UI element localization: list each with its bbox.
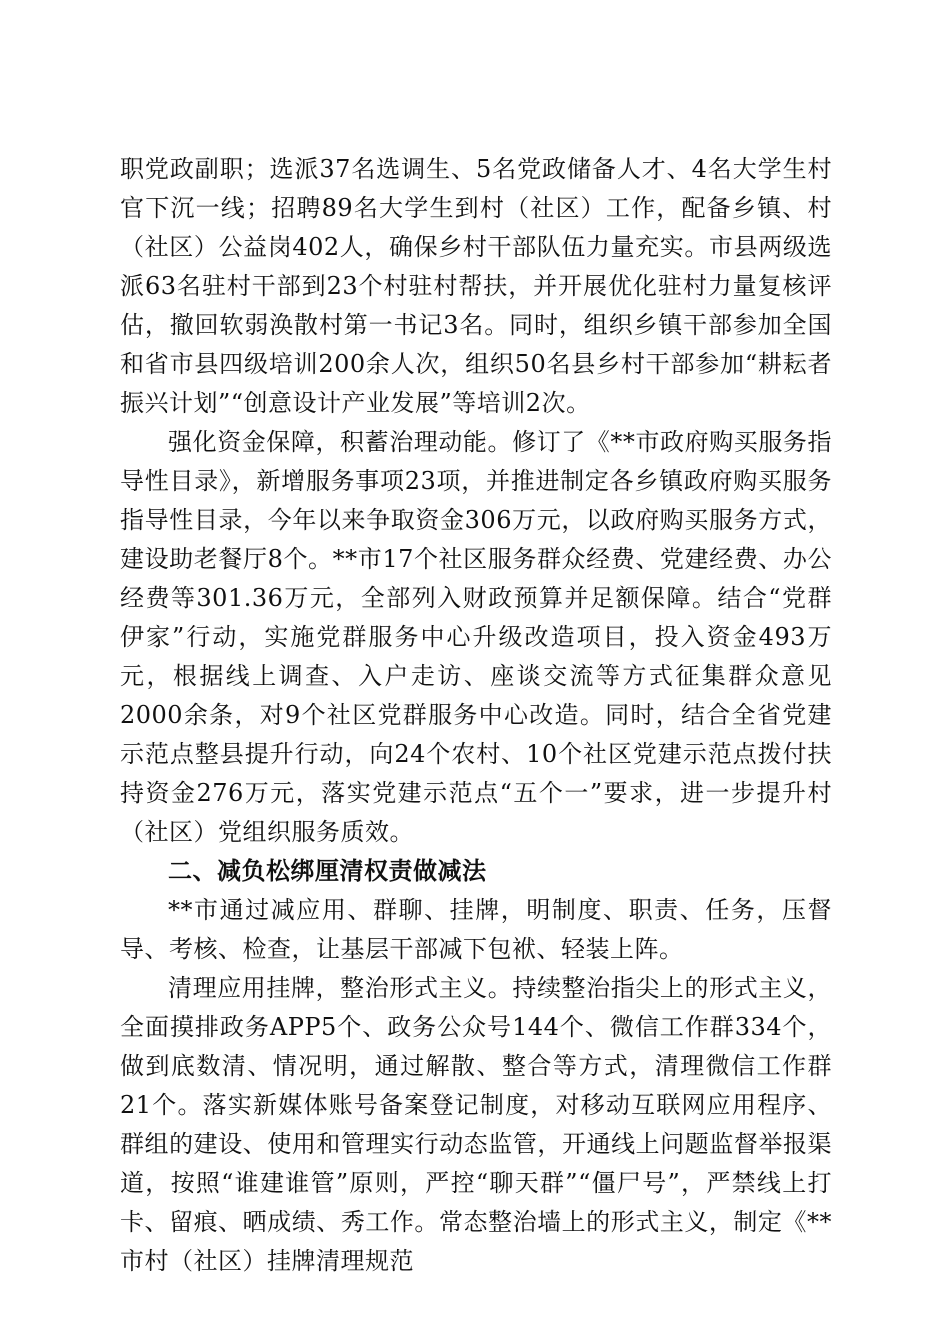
paragraph-funding-guarantee: 强化资金保障，积蓄治理动能。修订了《**市政府购买服务指导性目录》，新增服务事项23项，并推进制定各乡镇政府购买服务指导性目录，今年以来争取资金306万元，以政府购买服务方式，建设助老餐厅8个。**市17个社区服务群众经费、党建经费、办公经费等301.36万元，全部列入财政预算并足额保障。结合“党群伊家”行动，实施党群服务中心升级改造项目，投入资金493万元，根据线上调查、入户走访、座谈交流等方式征集群众意见2000余条，对9个社区党群服务中心改造。同时，结合全省党建示范点整县提升行动，向24个农村、10个社区党建示范点拨付扶持资金276万元，落实党建示范点“五个一”要求，进一步提升村（社区）党组织服务质效。 [120,428,832,846]
paragraph-burden-reduction-intro: **市通过减应用、群聊、挂牌，明制度、职责、任务，压督导、考核、检查，让基层干部减下包袱、轻装上阵。 [120,896,832,963]
paragraph-cadre-staffing: 职党政副职；选派37名选调生、5名党政储备人才、4名大学生村官下沉一线；招聘89名大学生到村（社区）工作，配备乡镇、村（社区）公益岗402人，确保乡村干部队伍力量充实。市县两级选派63名驻村干部到23个村驻村帮扶，并开展优化驻村力量复核评估，撤回软弱涣散村第一书记3名。同时，组织乡镇干部参加全国和省市县四级培训200余人次，组织50名县乡村干部参加“耕耘者振兴计划”“创意设计产业发展”等培训2次。 [120,155,832,417]
paragraph-cleanup-apps-signs: 清理应用挂牌，整治形式主义。持续整治指尖上的形式主义，全面摸排政务APP5个、政务公众号144个、微信工作群334个，做到底数清、情况明，通过解散、整合等方式，清理微信工作群21个。落实新媒体账号备案登记制度，对移动互联网应用程序、群组的建设、使用和管理实行动态监管，开通线上问题监督举报渠道，按照“谁建谁管”原则，严控“聊天群”“僵尸号”，严禁线上打卡、留痕、晒成绩、秀工作。常态整治墙上的形式主义，制定《**市村（社区）挂牌清理规范 [120,974,832,1275]
section-heading-burden-reduction: 二、减负松绑厘清权责做减法 [168,857,487,885]
document-body [120,150,832,1281]
